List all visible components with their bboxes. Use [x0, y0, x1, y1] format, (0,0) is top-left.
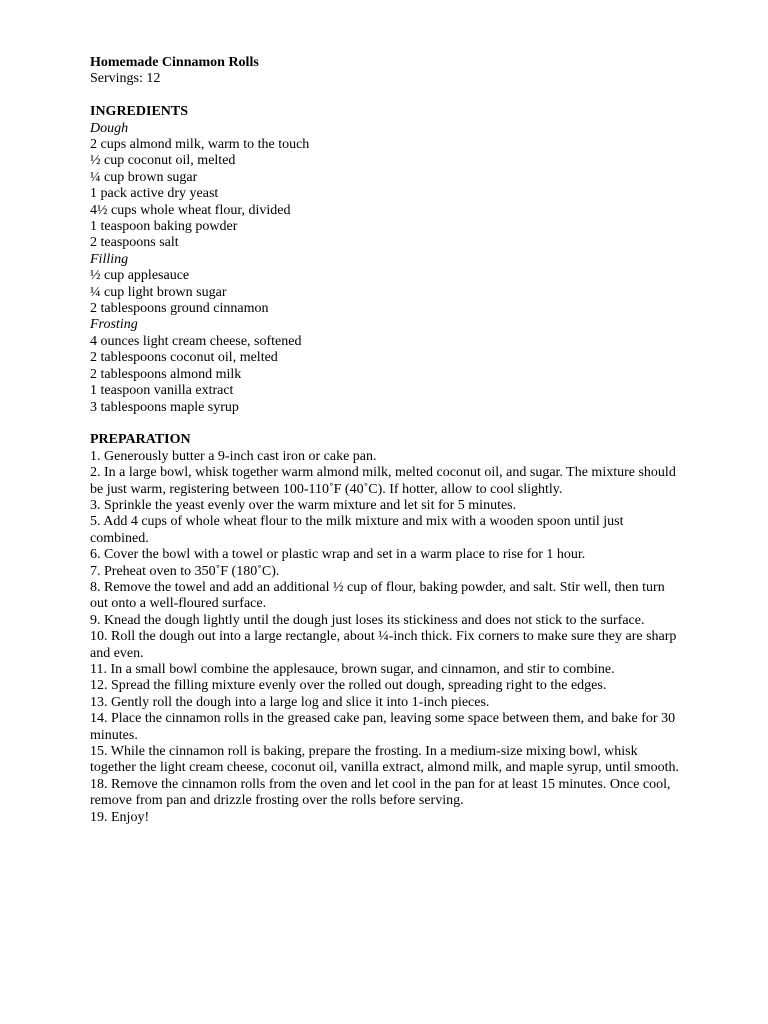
- filling-section: [90, 252, 680, 318]
- spacer: [90, 88, 680, 104]
- dough-ingredient-list: [90, 137, 680, 252]
- step-item: 14. Place the cinnamon rolls in the greased cake pan, leaving some space between them, and bake for 30 minutes.: [90, 711, 676, 743]
- step-item: 19. Enjoy!: [90, 809, 150, 825]
- step-item: 15. While the cinnamon roll is baking, prepare the frosting. In a medium-size mixing bowl, whisk together the light cream cheese, coconut oil, vanilla extract, almond milk, and maple syrup, until smooth.: [90, 744, 680, 776]
- step-item: 10. Roll the dough out into a large rectangle, about ¼-inch thick. Fix corners to make sure they are sharp and even.: [90, 629, 677, 661]
- ingredient-item: ¼ cup brown sugar: [90, 169, 198, 185]
- section-heading-dough: Dough: [90, 120, 129, 136]
- ingredient-item: 4 ounces light cream cheese, softened: [90, 333, 302, 349]
- ingredient-item: ½ cup coconut oil, melted: [90, 153, 236, 169]
- step-item: 13. Gently roll the dough into a large log and slice it into 1-inch pieces.: [90, 694, 490, 710]
- step-item: 1. Generously butter a 9-inch cast iron or cake pan.: [90, 448, 377, 464]
- ingredient-item: 2 cups almond milk, warm to the touch: [90, 137, 310, 153]
- preparation-steps: [90, 449, 680, 826]
- step-item: 11. In a small bowl combine the applesauce, brown sugar, and cinnamon, and stir to combine.: [90, 662, 615, 677]
- recipe-document: [90, 55, 680, 826]
- recipe-title: Homemade Cinnamon Rolls: [90, 55, 259, 70]
- step-item: 6. Cover the bowl with a towel or plastic wrap and set in a warm place to rise for 1 hour.: [90, 547, 586, 563]
- ingredient-item: 3 tablespoons maple syrup: [90, 399, 239, 415]
- dough-section: [90, 121, 680, 252]
- filling-ingredient-list: [90, 268, 680, 317]
- ingredient-item: 2 tablespoons ground cinnamon: [90, 301, 269, 317]
- section-heading-filling: Filling: [90, 251, 129, 267]
- servings-text: Servings: 12: [90, 71, 161, 87]
- ingredient-item: 4½ cups whole wheat flour, divided: [90, 202, 291, 218]
- step-item: 9. Knead the dough lightly until the dough just loses its stickiness and does not stick to the surface.: [90, 612, 645, 628]
- ingredient-item: 1 teaspoon vanilla extract: [90, 383, 234, 399]
- step-item: 12. Spread the filling mixture evenly over the rolled out dough, spreading right to the edges.: [90, 678, 607, 694]
- ingredient-item: ½ cup applesauce: [90, 268, 190, 284]
- ingredient-item: 2 teaspoons salt: [90, 235, 179, 251]
- step-item: 2. In a large bowl, whisk together warm almond milk, melted coconut oil, and sugar. The mixture should be just warm, registering between 100-110˚F (40˚C). If hotter, allow to cool slightly.: [90, 465, 676, 497]
- ingredient-item: 2 tablespoons almond milk: [90, 366, 242, 382]
- preparation-heading: PREPARATION: [90, 432, 191, 448]
- step-item: 18. Remove the cinnamon rolls from the oven and let cool in the pan for at least 15 minutes. Once cool, remove from pan and drizzle frosting over the rolls before serving.: [90, 776, 671, 809]
- step-item: 8. Remove the towel and add an additional ½ cup of flour, baking powder, and salt. Stir well, then turn out onto a well-floured surface.: [90, 579, 665, 612]
- ingredient-item: ¼ cup light brown sugar: [90, 284, 227, 300]
- spacer: [90, 416, 680, 432]
- ingredients-heading: INGREDIENTS: [90, 104, 189, 120]
- frosting-section: [90, 317, 680, 415]
- ingredient-item: 1 pack active dry yeast: [90, 186, 219, 202]
- section-heading-frosting: Frosting: [90, 317, 138, 333]
- ingredient-item: 2 tablespoons coconut oil, melted: [90, 350, 278, 366]
- step-item: 3. Sprinkle the yeast evenly over the warm mixture and let sit for 5 minutes.: [90, 497, 517, 513]
- frosting-ingredient-list: [90, 334, 680, 416]
- step-item: 7. Preheat oven to 350˚F (180˚C).: [90, 563, 280, 579]
- step-item: 5. Add 4 cups of whole wheat flour to the milk mixture and mix with a wooden spoon until just combined.: [90, 514, 624, 546]
- ingredient-item: 1 teaspoon baking powder: [90, 219, 238, 235]
